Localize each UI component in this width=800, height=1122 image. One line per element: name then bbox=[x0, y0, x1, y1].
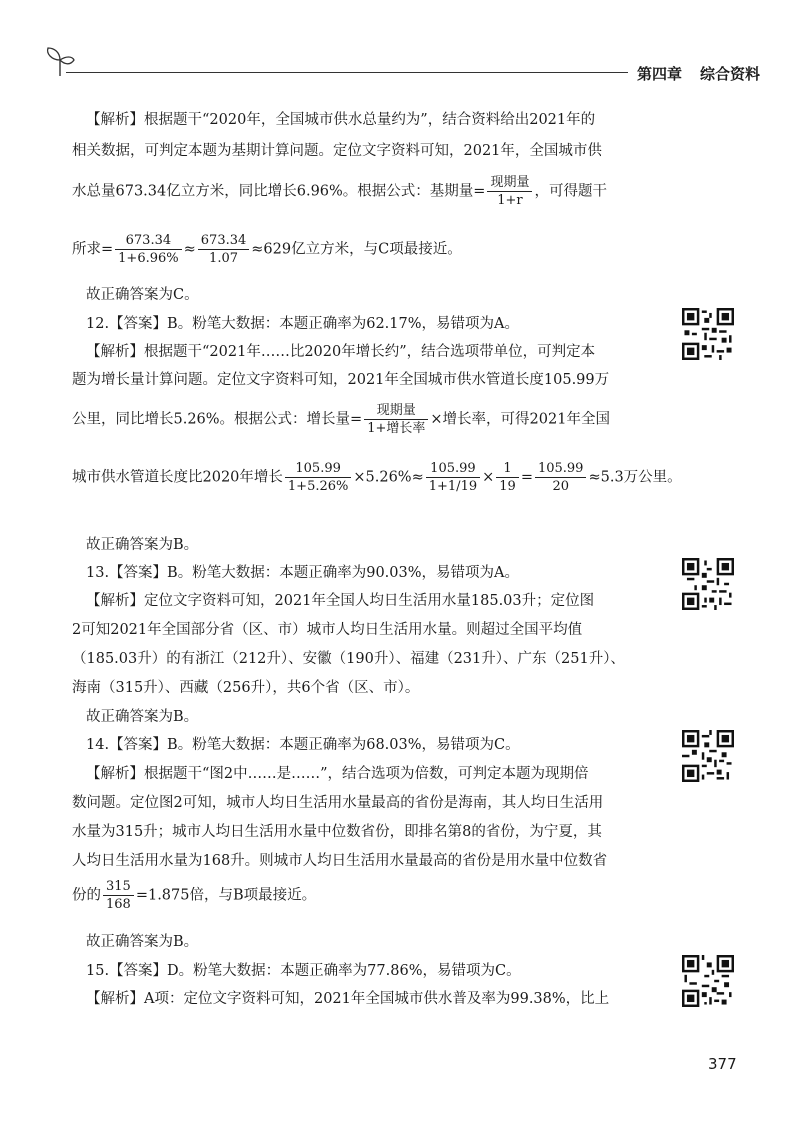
chapter-number: 第四章 bbox=[636, 65, 682, 83]
fraction: $\frac{105.99}{20}$ bbox=[535, 460, 587, 495]
text-line: 所求= $\frac{673.34}{1+6.96\%}$ ≈ $\frac{673.34}{1.07}$ ≈629亿立方米，与C项最接近。 bbox=[72, 233, 462, 266]
page-header bbox=[40, 42, 760, 82]
answer-line: 故正确答案为C。 bbox=[86, 287, 199, 303]
text-line: 【解析】根据题干“2021年……比2020年增长约”，结合选项带单位，可判定本 bbox=[86, 344, 596, 360]
text-line: 【解析】定位文字资料可知，2021年全国人均日生活用水量185.03升；定位图 bbox=[86, 593, 595, 609]
qr-code-icon[interactable] bbox=[682, 558, 734, 610]
header-rule bbox=[66, 72, 628, 73]
text-line: 份的 $\frac{315}{168}$ =1.875倍，与B项最接近。 bbox=[72, 879, 317, 912]
text-line: 2可知2021年全国部分省（区、市）城市人均日生活用水量。则超过全国平均值 bbox=[72, 622, 583, 638]
fraction: $\frac{315}{168}$ bbox=[103, 878, 134, 913]
text-line: 【解析】根据题干“2020年，全国城市供水总量约为”，结合资料给出2021年的 bbox=[86, 112, 596, 128]
text-line: 城市供水管道长度比2020年增长 $\frac{105.99}{1+5.26\%}$ ×5.26%≈ $\frac{105.99}{1+1/19}$ × $\frac{1}{19}$ = $\frac{105.99}{20}$ ≈5.3万公里。 bbox=[72, 461, 682, 494]
page-number: 377 bbox=[708, 1055, 737, 1073]
fraction: $\frac{1}{19}$ bbox=[496, 460, 519, 495]
fraction: $\frac{\text{现期量}}{1+r}$ bbox=[487, 174, 532, 209]
text-line: 【解析】根据题干“图2中……是……”，结合选项为倍数，可判定本题为现期倍 bbox=[86, 766, 589, 782]
fraction: $\frac{\text{现期量}}{\text{1+增长率}}$ bbox=[364, 402, 428, 437]
question-answer: 13.【答案】B。粉笔大数据：本题正确率为90.03%，易错项为A。 bbox=[86, 565, 519, 581]
fraction: $\frac{673.34}{1+6.96\%}$ bbox=[115, 232, 181, 267]
chapter-title: 综合资料 bbox=[699, 65, 760, 83]
text-line: 【解析】A项：定位文字资料可知，2021年全国城市供水普及率为99.38%，比上 bbox=[86, 991, 610, 1007]
question-answer: 14.【答案】B。粉笔大数据：本题正确率为68.03%，易错项为C。 bbox=[86, 737, 520, 753]
text-line: 水量为315升；城市人均日生活用水量中位数省份，即排名第8的省份，为宁夏，其 bbox=[72, 824, 602, 840]
answer-line: 故正确答案为B。 bbox=[86, 709, 199, 725]
text-line: 海南（315升）、西藏（256升），共6个省（区、市）。 bbox=[72, 680, 420, 696]
answer-line: 故正确答案为B。 bbox=[86, 537, 199, 553]
text-line: 水总量673.34亿立方米，同比增长6.96%。根据公式：基期量= $\frac{\text{现期量}}{1+r}$ ，可得题干 bbox=[72, 175, 607, 208]
text-line: 人均日生活用水量为168升。则城市人均日生活用水量最高的省份是用水量中位数省 bbox=[72, 853, 608, 869]
qr-code-icon[interactable] bbox=[682, 308, 734, 360]
fraction: $\frac{105.99}{1+5.26\%}$ bbox=[285, 460, 351, 495]
question-answer: 12.【答案】B。粉笔大数据：本题正确率为62.17%，易错项为A。 bbox=[86, 316, 519, 332]
answer-line: 故正确答案为B。 bbox=[86, 934, 199, 950]
text-line: 数问题。定位图2可知，城市人均日生活用水量最高的省份是海南，其人均日生活用 bbox=[72, 795, 604, 811]
qr-code-icon[interactable] bbox=[682, 955, 734, 1007]
sprout-icon bbox=[40, 42, 80, 82]
text-line: 题为增长量计算问题。定位文字资料可知，2021年全国城市供水管道长度105.99万 bbox=[72, 372, 610, 388]
text-line: 公里，同比增长5.26%。根据公式：增长量= $\frac{\text{现期量}}{\text{1+增长率}}$ ×增长率，可得2021年全国 bbox=[72, 403, 610, 436]
text-line: （185.03升）的有浙江（212升）、安徽（190升）、福建（231升）、广东（251升）、 bbox=[72, 651, 625, 667]
question-answer: 15.【答案】D。粉笔大数据：本题正确率为77.86%，易错项为C。 bbox=[86, 963, 521, 979]
chapter-heading bbox=[637, 63, 760, 84]
qr-code-icon[interactable] bbox=[682, 730, 734, 782]
fraction: $\frac{105.99}{1+1/19}$ bbox=[426, 460, 480, 495]
fraction: $\frac{673.34}{1.07}$ bbox=[198, 232, 250, 267]
text-line: 相关数据，可判定本题为基期计算问题。定位文字资料可知，2021年，全国城市供 bbox=[72, 143, 602, 159]
